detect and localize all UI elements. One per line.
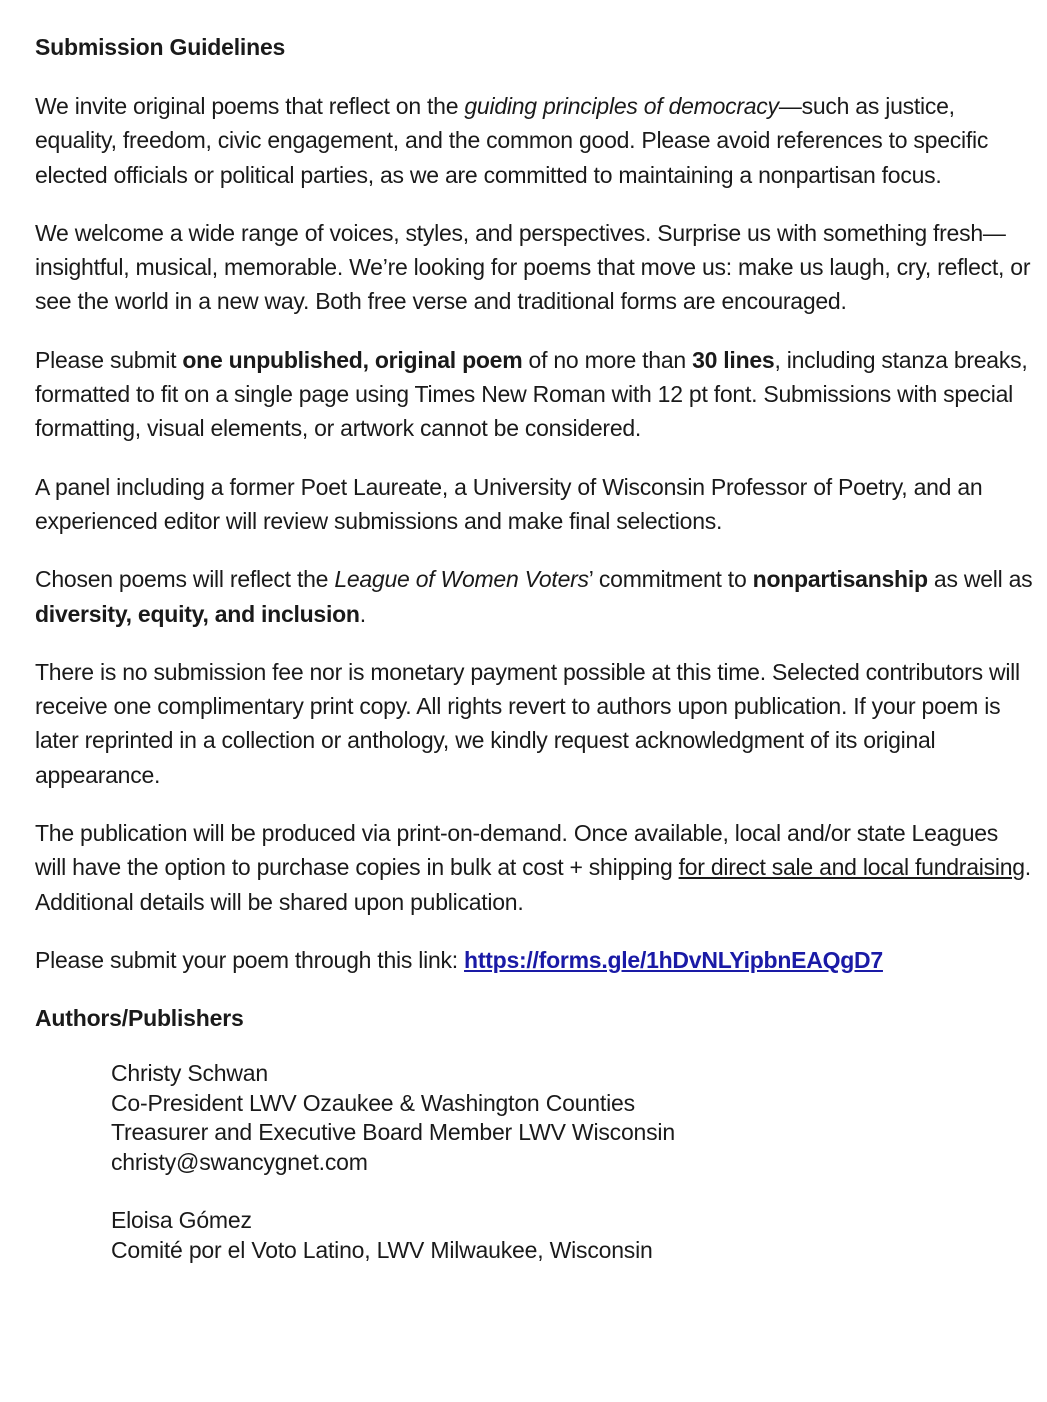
submission-form-link[interactable]: https://forms.gle/1hDvNLYipbnEAQgD7 <box>464 946 883 973</box>
emphasis-one-poem: one unpublished, original poem <box>182 346 523 373</box>
author-role: Treasurer and Executive Board Member LWV Wisconsin <box>111 1119 675 1146</box>
author-block <box>111 1059 1035 1177</box>
paragraph-panel: A panel including a former Poet Laureate, a University of Wisconsin Professor of Poetry, and an experienced editor will review submissions and make final selections. <box>35 473 983 534</box>
author-email: christy@swancygnet.com <box>111 1148 368 1175</box>
emphasis-dei: diversity, equity, and inclusion <box>35 600 360 627</box>
paragraph-publication: The publication will be produced via print-on-demand. Once available, local and/or state Leagues will have the option to purchase copies in bulk at cost + shipping for direct sale and local fundraising. Additional details will be shared upon publication. <box>35 820 1031 915</box>
page-title: Submission Guidelines <box>35 34 286 60</box>
emphasis-democracy: guiding principles of democracy <box>464 93 779 119</box>
author-name: Eloisa Gómez <box>111 1207 252 1234</box>
paragraph-submit-link: Please submit your poem through this link: https://forms.gle/1hDvNLYipbnEAQgD7 <box>35 946 883 973</box>
author-block <box>111 1206 1035 1265</box>
underlined-direct-sale: for direct sale and local fundraising <box>678 854 1025 881</box>
author-name: Christy Schwan <box>111 1060 268 1087</box>
paragraph-voices: We welcome a wide range of voices, styles, and perspectives. Surprise us with something fresh—insightful, musical, memorable. We’re looking for poems that move us: make us laugh, cry, reflect, or see the world in a new way. Both free verse and traditional forms are encouraged. <box>35 219 1031 315</box>
emphasis-30-lines: 30 lines <box>692 346 775 373</box>
emphasis-nonpartisanship: nonpartisanship <box>752 566 928 593</box>
paragraph-invitation: We invite original poems that reflect on the guiding principles of democracy—such as justice, equality, freedom, civic engagement, and the common good. Please avoid references to specific elected officials or political parties, as we are committed to maintaining a nonpartisan focus. <box>35 93 989 188</box>
emphasis-lwv: League of Women Voters <box>334 566 589 593</box>
author-role: Co-President LWV Ozaukee & Washington Counties <box>111 1089 635 1116</box>
authors-heading: Authors/Publishers <box>35 1005 244 1032</box>
paragraph-fees-rights: There is no submission fee nor is monetary payment possible at this time. Selected contributors will receive one complimentary print copy. All rights revert to authors upon publication. If your poem is later reprinted in a collection or anthology, we kindly request acknowledgment of its original appearance. <box>35 658 1020 788</box>
paragraph-format: Please submit one unpublished, original poem of no more than 30 lines, including stanza breaks, formatted to fit on a single page using Times New Roman with 12 pt font. Submissions with special formatting, visual elements, or artwork cannot be considered. <box>35 346 1028 442</box>
paragraph-commitment: Chosen poems will reflect the League of Women Voters’ commitment to nonpartisanship as well as diversity, equity, and inclusion. <box>35 566 1033 627</box>
author-role: Comité por el Voto Latino, LWV Milwaukee, Wisconsin <box>111 1236 653 1263</box>
